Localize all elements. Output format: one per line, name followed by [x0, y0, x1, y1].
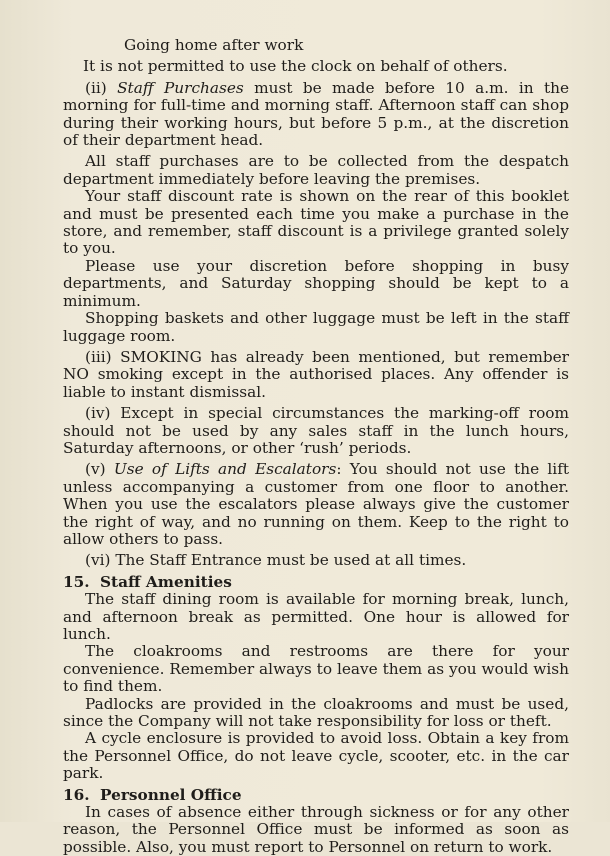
paragraph-marking-off-room: (iv) Except in special circumstances the marking-off room should not be used by any sales staff in the lunch hours, Saturday afternoons, or other ‘rush’ periods. — [63, 404, 569, 457]
emphasis-staff-purchases: Staff Purchases — [117, 78, 244, 97]
paragraph-smoking: (iii) SMOKING has already been mentioned, but remember NO smoking except in the authorised places. Any offender is liable to instant dismissal. — [63, 347, 569, 401]
emphasis-lifts-escalators: Use of Lifts and Escalators — [113, 460, 337, 479]
document-body — [63, 37, 569, 856]
item-number: (v) — [85, 460, 114, 479]
paragraph-dining-room: The staff dining room is available for morning break, lunch, and afternoon break as permitted. One hour is allowed for lunch. — [63, 590, 569, 643]
section-heading-16 — [63, 787, 569, 804]
paragraph-cycle-enclosure: A cycle enclosure is provided to avoid loss. Obtain a key from the Personnel Office, do not leave cycle, scooter, etc. in the car park. — [63, 729, 569, 783]
paragraph-cloakrooms: The cloakrooms and restrooms are there for your convenience. Remember always to leave them as you would wish to find them. — [63, 642, 569, 696]
paragraph-discretion: Please use your discretion before shopping in busy departments, and Saturday shopping should be kept to a minimum. — [63, 256, 569, 310]
section-number: 16. — [63, 785, 90, 804]
paragraph-padlocks: Padlocks are provided in the cloakrooms and must be used, since the Company will not take responsibility for loss or theft. — [63, 694, 569, 731]
paragraph-collect-purchases: All staff purchases are to be collected from the despatch department immediately before leaving the premises. — [63, 152, 569, 188]
paragraph-text: must be made before 10 a.m. in the morning for full-time and morning staff. Afternoon staff can shop during their working hours, but before 5 p.m., at the discretion of their department head. — [63, 78, 569, 150]
section-title: Staff Amenities — [100, 572, 232, 591]
item-number: (ii) — [85, 78, 118, 97]
paragraph-absence: In cases of absence either through sickness or for any other reason, the Personnel Office must be informed as soon as possible. Also, you must report to Personnel on return to work. — [63, 803, 569, 856]
paragraph-text: : You should not use the lift unless accompanying a customer from one floor to another. When you use the escalators please always give the customer the right of way, and no running on them. Keep to the right to allow others to pass. — [63, 460, 569, 548]
paragraph-clock: It is not permitted to use the clock on behalf of others. — [83, 57, 508, 76]
paragraph-staff-purchases — [63, 80, 569, 150]
paragraph-discount: Your staff discount rate is shown on the rear of this booklet and must be presented each time you make a purchase in the store, and remember, staff discount is a privilege granted solely to you. — [63, 187, 569, 258]
section-number: 15. — [63, 572, 90, 591]
paragraph-staff-entrance: (vi) The Staff Entrance must be used at all times. — [85, 551, 467, 570]
section-title: Personnel Office — [100, 785, 242, 804]
subheading-going-home: Going home after work — [124, 36, 304, 54]
paragraph-lifts-escalators — [63, 461, 569, 548]
paragraph-luggage: Shopping baskets and other luggage must be left in the staff luggage room. — [63, 309, 569, 345]
section-heading-15 — [63, 574, 569, 591]
